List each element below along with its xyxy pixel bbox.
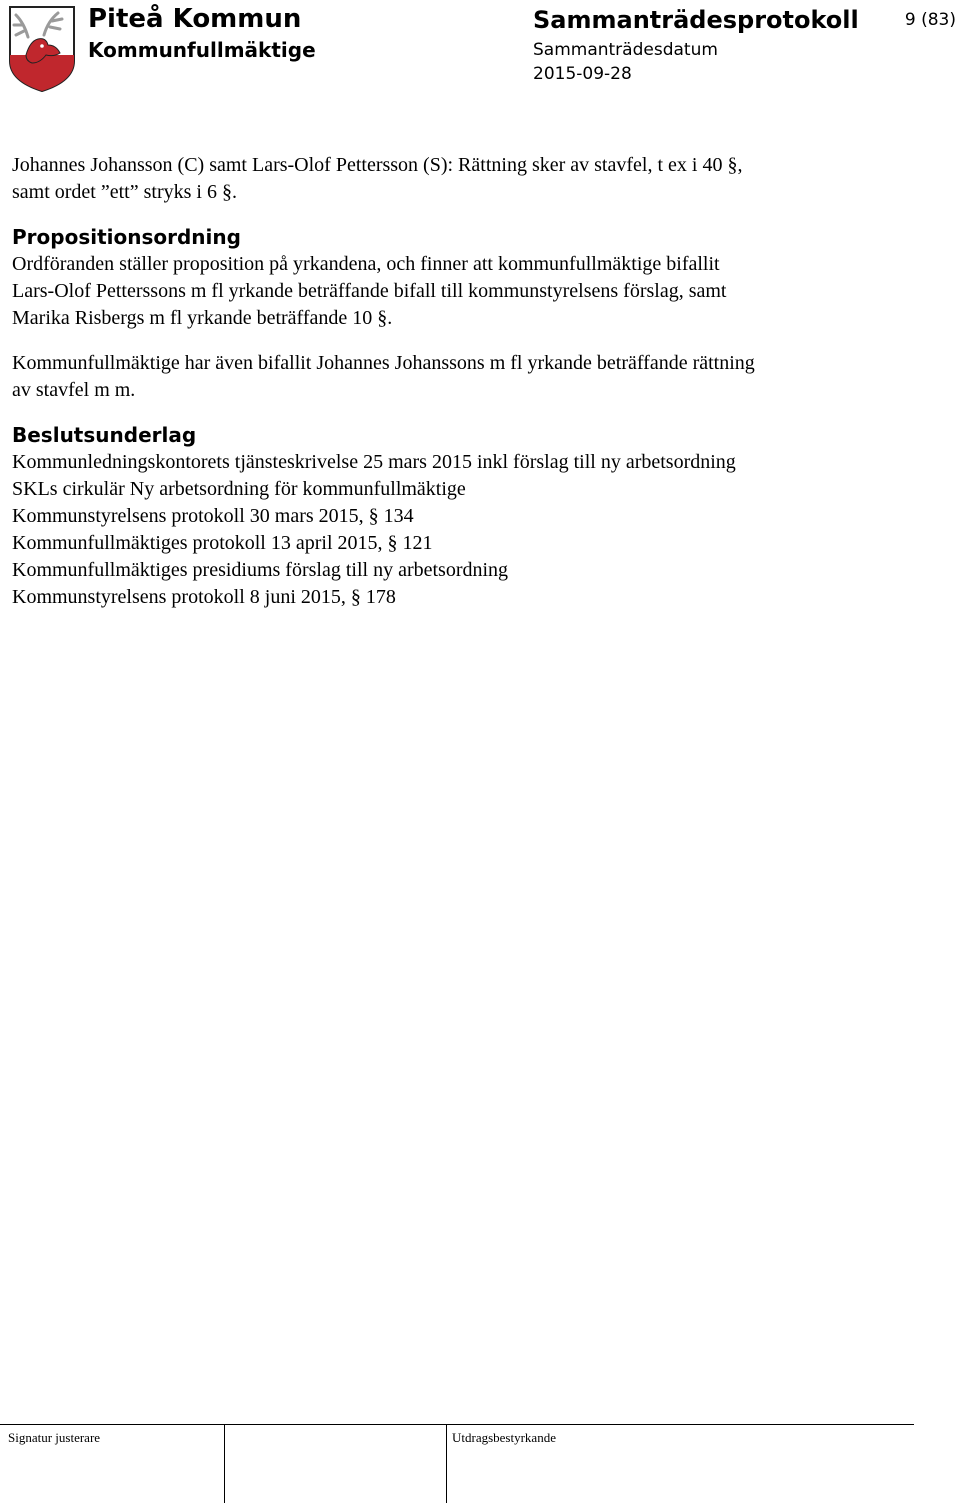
basis-item: Kommunstyrelsens protokoll 30 mars 2015, § 134 (12, 505, 414, 527)
proposition-para-2-line-2: av stavfel m m. (12, 379, 136, 401)
intro-line-1: Johannes Johansson (C) samt Lars-Olof Pettersson (S): Rättning sker av stavfel, t ex i 40 §, (12, 154, 743, 176)
footer-rule (0, 1424, 914, 1425)
document-body (12, 152, 942, 611)
meeting-date-value: 2015-09-28 (533, 64, 632, 84)
footer-divider (224, 1425, 225, 1503)
signature-label: Signatur justerare (8, 1430, 101, 1445)
section-heading-beslutsunderlag: Beslutsunderlag (12, 423, 197, 447)
proposition-para-1-line-2: Lars-Olof Petterssons m fl yrkande beträffande bifall till kommunstyrelsens förslag, samt (12, 280, 727, 302)
basis-item: Kommunfullmäktiges protokoll 13 april 2015, § 121 (12, 532, 433, 554)
basis-item: Kommunledningskontorets tjänsteskrivelse 25 mars 2015 inkl förslag till ny arbetsordning (12, 451, 736, 473)
basis-item: SKLs cirkulär Ny arbetsordning för kommunfullmäktige (12, 478, 466, 500)
extract-certification-label: Utdragsbestyrkande (452, 1430, 556, 1445)
footer-divider (446, 1425, 447, 1503)
proposition-para-2-line-1: Kommunfullmäktige har även bifallit Johannes Johanssons m fl yrkande beträffande rättning (12, 352, 755, 374)
basis-item: Kommunstyrelsens protokoll 8 juni 2015, § 178 (12, 586, 396, 608)
signature-footer (0, 1424, 914, 1503)
page-number: 9 (83) (904, 10, 956, 30)
organization-unit: Kommunfullmäktige (88, 38, 316, 62)
document-title: Sammanträdesprotokoll (533, 6, 859, 34)
proposition-para-1-line-1: Ordföranden ställer proposition på yrkandena, och finner att kommunfullmäktige bifallit (12, 253, 720, 275)
organization-name: Piteå Kommun (88, 4, 302, 34)
coat-of-arms-logo (6, 3, 78, 93)
basis-item: Kommunfullmäktiges presidiums förslag till ny arbetsordning (12, 559, 509, 581)
proposition-para-1-line-3: Marika Risbergs m fl yrkande beträffande 10 §. (12, 307, 393, 329)
section-heading-propositionsordning: Propositionsordning (12, 225, 241, 249)
meeting-date-label: Sammanträdesdatum (533, 40, 718, 60)
intro-line-2: samt ordet ”ett” stryks i 6 §. (12, 181, 237, 203)
